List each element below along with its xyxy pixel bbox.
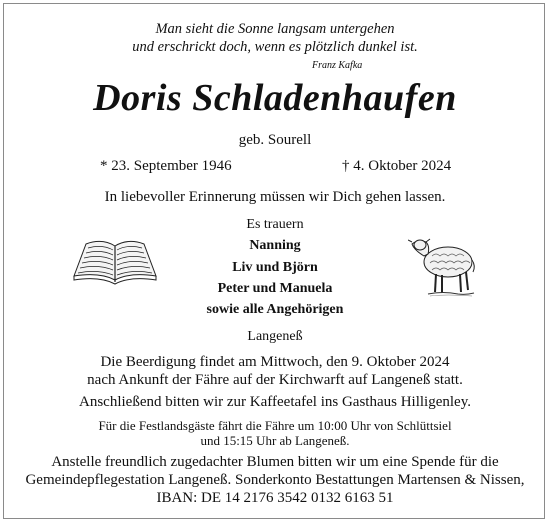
remembrance-text: In liebevoller Erinnerung müssen wir Dich gehen lassen. — [104, 189, 446, 205]
donation-line-2: Gemeindepflegestation Langeneß. Sonderkonto Bestattungen Martensen & Nissen, — [25, 472, 525, 488]
mourners-intro: Es trauern — [246, 217, 304, 232]
funeral-line-1: Die Beerdigung findet am Mittwoch, den 9. Oktober 2024 — [100, 354, 450, 370]
open-book-icon — [72, 236, 158, 286]
mourner-name: Nanning — [249, 238, 301, 253]
deceased-name: Doris Schladenhaufen — [93, 77, 457, 119]
mourner-name: sowie alle Angehörigen — [206, 302, 344, 317]
sheep-icon — [408, 236, 478, 298]
mourner-name: Peter und Manuela — [217, 281, 333, 296]
donation-line-3: IBAN: DE 14 2176 3542 0132 6163 51 — [156, 490, 394, 506]
quote-line-2: und erschrickt doch, wenn es plötzlich dunkel ist. — [132, 39, 418, 55]
mourner-name: Liv und Björn — [232, 260, 318, 275]
donation-line-1: Anstelle freundlich zugedachter Blumen bitten wir um eine Spende für die — [51, 454, 499, 470]
ferry-line-1: Für die Festlandsgäste fährt die Fähre um 10:00 Uhr von Schlüttsiel — [98, 418, 452, 433]
death-date: † 4. Oktober 2024 — [342, 158, 452, 174]
quote-line-1: Man sieht die Sonne langsam untergehen — [155, 21, 395, 37]
ferry-line-2: und 15:15 Uhr ab Langeneß. — [200, 433, 350, 448]
birth-name: geb. Sourell — [238, 132, 312, 148]
funeral-line-3: Anschließend bitten wir zur Kaffeetafel ins Gasthaus Hilligenley. — [79, 394, 471, 410]
quote-author: Franz Kafka — [312, 60, 363, 71]
funeral-line-2: nach Ankunft der Fähre auf der Kirchwarft auf Langeneß statt. — [87, 372, 463, 388]
mourners-place: Langeneß — [247, 329, 303, 344]
birth-date: * 23. September 1946 — [100, 158, 232, 174]
